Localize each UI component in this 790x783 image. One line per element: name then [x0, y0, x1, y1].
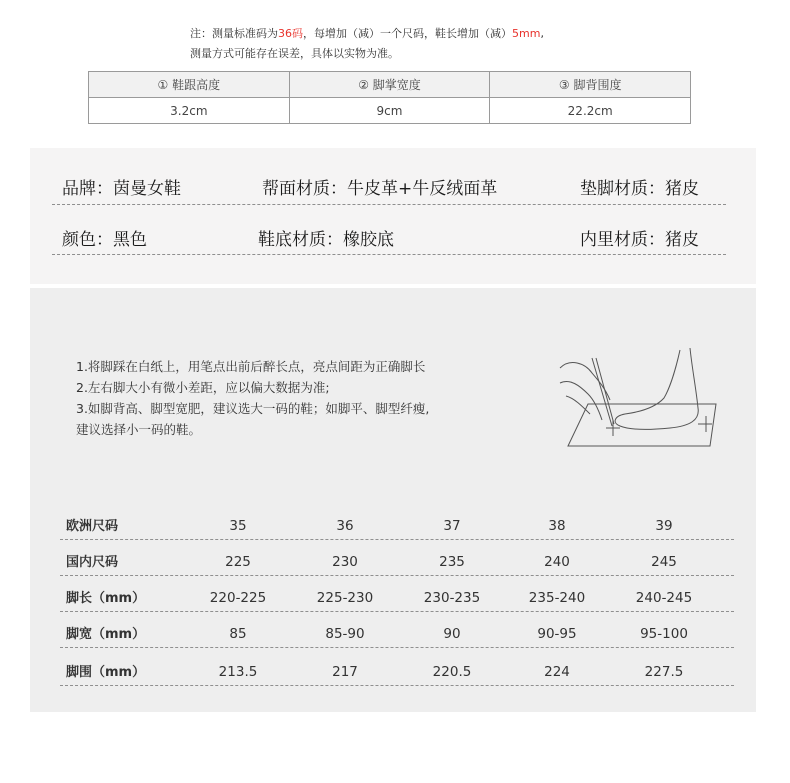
- size-row-label: 脚长（mm）: [66, 591, 146, 606]
- size-row-foot-width: [60, 612, 734, 648]
- header-heel-height: ① 鞋跟高度: [157, 78, 221, 92]
- size-row-cn: [60, 540, 734, 576]
- size-cell: 90: [443, 626, 461, 642]
- size-cell: 230-235: [423, 590, 481, 606]
- divider: [60, 647, 734, 648]
- tip-3: 3.如脚背高、脚型宽肥，建议选大一码的鞋；如脚平、脚型纤瘦,: [76, 401, 430, 416]
- foot-measuring-illustration: [530, 328, 730, 458]
- note-text: ,: [540, 27, 544, 40]
- foot-shape: [615, 348, 698, 429]
- size-cell: 95-100: [640, 626, 688, 642]
- divider: [52, 204, 726, 205]
- note-text: 注：测量标准码为: [190, 27, 278, 40]
- size-cell: 85-90: [325, 626, 365, 642]
- divider: [52, 254, 726, 255]
- length-step-highlight: 5mm: [512, 27, 541, 40]
- info-color: 颜色：黑色: [62, 230, 147, 250]
- pen-shape: [592, 358, 612, 426]
- size-cell: 230: [332, 554, 358, 570]
- header-instep-girth: ③ 脚背围度: [489, 72, 690, 97]
- divider: [60, 685, 734, 686]
- value-sole-width: 9cm: [289, 98, 490, 124]
- size-cell: 213.5: [218, 664, 258, 680]
- size-row-eu: [60, 504, 734, 540]
- note-line-2: 测量方式可能存在误差，具体以实物为准。: [190, 47, 399, 60]
- size-cell: 36: [336, 518, 354, 534]
- product-info-panel: [30, 148, 756, 284]
- size-cell: 224: [544, 664, 570, 680]
- size-row-label: 脚宽（mm）: [66, 627, 146, 642]
- size-cell: 235: [439, 554, 465, 570]
- pen-shape: [596, 358, 614, 424]
- value-heel-height: 3.2cm: [170, 104, 208, 118]
- measurement-note: [190, 24, 544, 64]
- tip-3-cont: 建议选择小一码的鞋。: [76, 422, 202, 437]
- size-cell: 227.5: [644, 664, 684, 680]
- info-insole-material: 垫脚材质：猪皮: [580, 179, 699, 199]
- info-brand: 品牌：茵曼女鞋: [62, 179, 181, 199]
- size-row-label: 欧洲尺码: [66, 519, 119, 534]
- size-cell: 217: [332, 664, 358, 680]
- size-row-label: 国内尺码: [66, 555, 119, 570]
- note-line-1: [190, 24, 544, 44]
- size-row-label: 脚围（mm）: [66, 665, 146, 680]
- size-cell: 225-230: [316, 590, 374, 606]
- value-instep-girth: 22.2cm: [489, 98, 690, 124]
- info-lining-material: 内里材质：猪皮: [580, 230, 699, 250]
- info-sole-material: 鞋底材质：橡胶底: [258, 230, 394, 250]
- size-cell: 240-245: [635, 590, 693, 606]
- size-cell: 37: [443, 518, 461, 534]
- size-cell: 38: [548, 518, 566, 534]
- measurement-table: [88, 71, 691, 124]
- measurement-table-header: [89, 72, 690, 98]
- size-cell: 35: [229, 518, 247, 534]
- header-sole-width: ② 脚掌宽度: [289, 72, 490, 97]
- measuring-tips: [76, 356, 429, 440]
- tip-1: 1.将脚踩在白纸上，用笔点出前后醉长点，亮点间距为正确脚长: [76, 359, 426, 374]
- size-guide-panel: [30, 288, 756, 712]
- info-upper-material: 帮面材质：牛皮革+牛反绒面革: [262, 179, 498, 199]
- size-row-foot-girth: [60, 650, 734, 686]
- size-cell: 220.5: [432, 664, 472, 680]
- size-cell: 220-225: [209, 590, 267, 606]
- measurement-table-values: [89, 98, 690, 124]
- size-cell: 240: [544, 554, 570, 570]
- size-cell: 235-240: [528, 590, 586, 606]
- size-cell: 85: [229, 626, 247, 642]
- size-row-foot-length: [60, 576, 734, 612]
- size-cell: 39: [655, 518, 673, 534]
- size-cell: 90-95: [537, 626, 577, 642]
- standard-size-highlight: 36码: [278, 27, 303, 40]
- tip-2: 2.左右脚大小有微小差距，应以偏大数据为准;: [76, 380, 330, 395]
- size-cell: 245: [651, 554, 677, 570]
- note-text: ，每增加（减）一个尺码，鞋长增加（减）: [303, 27, 512, 40]
- size-cell: 225: [225, 554, 251, 570]
